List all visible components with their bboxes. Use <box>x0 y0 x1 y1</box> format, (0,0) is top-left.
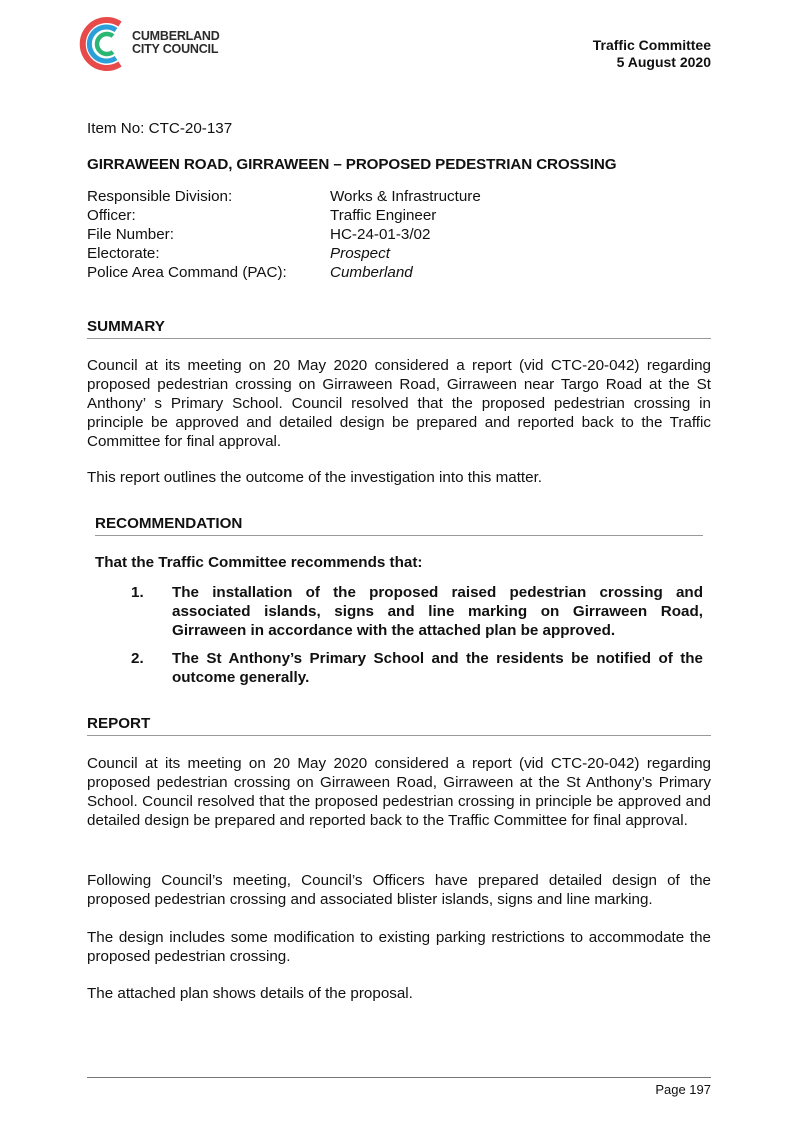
metadata-label: File Number: <box>87 226 174 243</box>
report-paragraph: Council at its meeting on 20 May 2020 considered a report (vid CTC-20-042) regarding proposed pedestrian crossing on Girraween Road, Girraween at the St Anthony’s Primary School. Council resolved that the proposed pedestrian crossing in principle be approved and detailed design be prepared and reported back to the Traffic Committee for final approval. <box>87 755 711 829</box>
metadata-row <box>87 206 711 225</box>
report-heading: REPORT <box>87 715 711 736</box>
metadata-row <box>87 244 711 263</box>
committee-name: Traffic Committee <box>592 37 711 53</box>
metadata-row <box>87 225 711 244</box>
metadata-label: Responsible Division: <box>87 188 233 205</box>
meeting-date: 5 August 2020 <box>616 54 711 70</box>
recommendation-intro: That the Traffic Committee recommends that: <box>95 554 423 571</box>
metadata-row <box>87 263 711 282</box>
report-paragraph: The design includes some modification to existing parking restrictions to accommodate the proposed pedestrian crossing. <box>87 929 711 965</box>
metadata-value: Cumberland <box>330 264 413 281</box>
item-title: GIRRAWEEN ROAD, GIRRAWEEN – PROPOSED PEDESTRIAN CROSSING <box>87 156 617 173</box>
item-number: Item No: CTC-20-137 <box>87 120 233 137</box>
metadata-value: Traffic Engineer <box>330 207 437 224</box>
metadata-value: Prospect <box>330 245 390 262</box>
metadata-label: Police Area Command (PAC): <box>87 264 287 281</box>
page-number: Page 197 <box>655 1082 711 1097</box>
metadata-label: Electorate: <box>87 245 160 262</box>
metadata-row <box>87 187 711 206</box>
org-name-line2: CITY COUNCIL <box>132 42 219 56</box>
summary-heading: SUMMARY <box>87 318 711 339</box>
report-metadata <box>87 187 711 282</box>
council-logo-icon <box>78 14 132 74</box>
footer-divider <box>87 1077 711 1078</box>
org-name-line1: CUMBERLAND <box>132 29 220 43</box>
header-meeting-info <box>593 37 711 71</box>
recommendation-heading: RECOMMENDATION <box>95 515 703 536</box>
recommendation-item-text: The St Anthony’s Primary School and the residents be notified of the outcome generally. <box>172 650 703 686</box>
report-paragraph: The attached plan shows details of the proposal. <box>87 985 413 1002</box>
council-logo <box>78 14 228 74</box>
metadata-label: Officer: <box>87 207 136 224</box>
recommendation-item-number: 2. <box>131 650 144 667</box>
recommendation-item <box>131 583 703 640</box>
summary-paragraph: This report outlines the outcome of the investigation into this matter. <box>87 469 543 486</box>
metadata-value: HC-24-01-3/02 <box>330 226 431 243</box>
metadata-value: Works & Infrastructure <box>330 188 481 205</box>
report-paragraph: Following Council’s meeting, Council’s Officers have prepared detailed design of the proposed pedestrian crossing and associated blister islands, signs and line marking. <box>87 872 711 908</box>
recommendation-item-text: The installation of the proposed raised pedestrian crossing and associated islands, signs and line marking on Girraween Road, Girraween in accordance with the attached plan be approved. <box>172 584 703 639</box>
summary-paragraph: Council at its meeting on 20 May 2020 considered a report (vid CTC-20-042) regarding proposed pedestrian crossing on Girraween Road, Girraween near Targo Road at the St Anthony’ s Primary School. Council resolved that the proposed pedestrian crossing in principle be approved and detailed design be prepared and reported back to the Traffic Committee for final approval. <box>87 357 711 450</box>
council-logo-text <box>132 30 220 56</box>
recommendation-item-number: 1. <box>131 584 144 601</box>
recommendation-item <box>131 649 703 687</box>
